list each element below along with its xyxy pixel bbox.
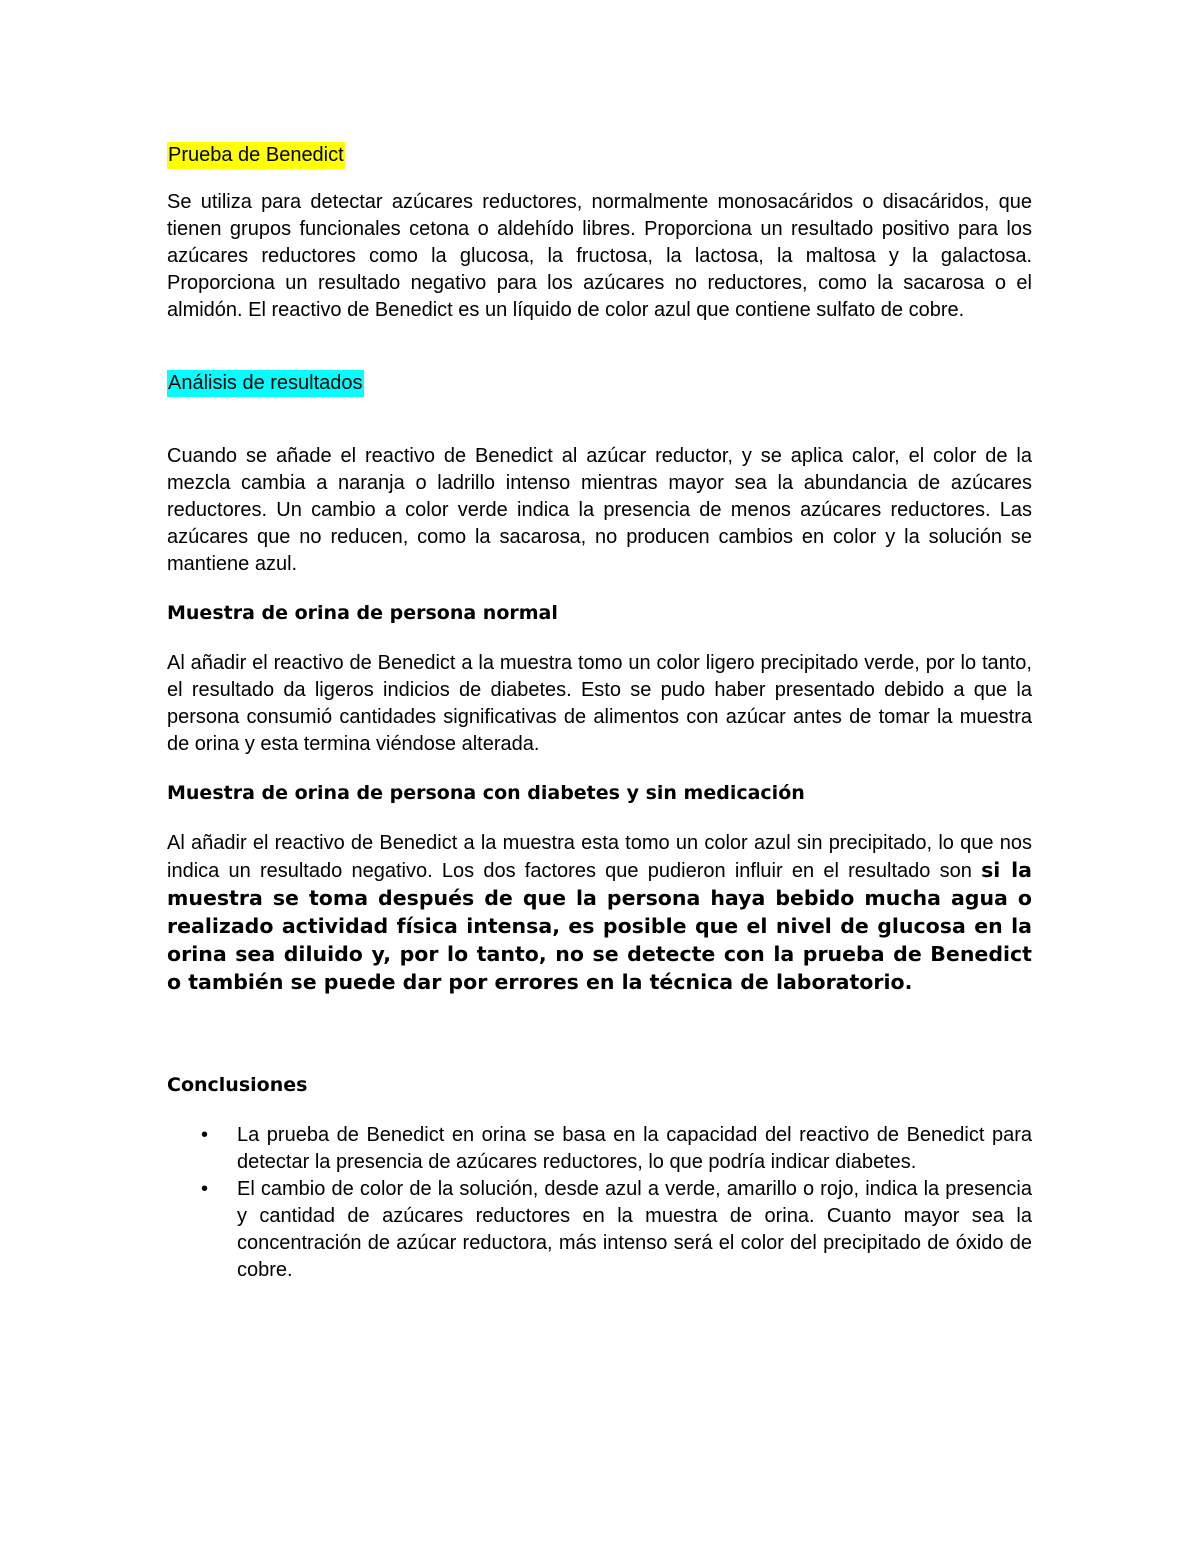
bullet-icon: • — [201, 1178, 209, 1200]
bullet-icon: • — [201, 1124, 209, 1146]
section-title-benedict: Prueba de Benedict — [167, 142, 345, 169]
normal-paragraph: Al añadir el reactivo de Benedict a la muestra tomo un color ligero precipitado verde, por lo tanto, el resultado da ligeros indicios de diabetes. Esto se pudo haber presentado debido a que la persona consumió cantidades significativas de alimentos con azúcar antes de tomar la muestra de orina y esta termina viéndose alterada. — [167, 652, 1032, 755]
list-item — [167, 1122, 1032, 1176]
section-title-analisis: Análisis de resultados — [167, 370, 364, 397]
section-title-normal: Muestra de orina de persona normal — [167, 602, 558, 624]
section-title-diabetes: Muestra de orina de persona con diabetes y sin medicación — [167, 782, 805, 804]
list-item-text: La prueba de Benedict en orina se basa en la capacidad del reactivo de Benedict para detectar la presencia de azúcares reductores, lo que podría indicar diabetes. — [237, 1124, 1032, 1173]
section-title-conclusiones: Conclusiones — [167, 1074, 308, 1096]
benedict-paragraph: Se utiliza para detectar azúcares reductores, normalmente monosacáridos o disacáridos, que tienen grupos funcionales cetona o aldehído libres. Proporciona un resultado positivo para los azúcares reductores como la glucosa, la fructosa, la lactosa, la maltosa y la galactosa. Proporciona un resultado negativo para los azúcares no reductores, como la sacarosa o el almidón. El reactivo de Benedict es un líquido de color azul que contiene sulfato de cobre. — [167, 191, 1032, 321]
analisis-paragraph: Cuando se añade el reactivo de Benedict al azúcar reductor, y se aplica calor, el color de la mezcla cambia a naranja o ladrillo intenso mientras mayor sea la abundancia de azúcares reductores. Un cambio a color verde indica la presencia de menos azúcares reductores. Las azúcares que no reducen, como la sacarosa, no producen cambios en color y la solución se mantiene azul. — [167, 445, 1032, 575]
diabetes-paragraph — [167, 830, 1032, 997]
diabetes-paragraph-plain: Al añadir el reactivo de Benedict a la muestra esta tomo un color azul sin precipitado, lo que nos indica un resultado negativo. Los dos factores que pudieron influir en el resultado son — [167, 832, 1032, 882]
conclusiones-list — [167, 1122, 1032, 1284]
list-item — [167, 1176, 1032, 1284]
diabetes-paragraph-bold: si la muestra se toma después de que la persona haya bebido mucha agua o realizado actividad física intensa, es posible que el nivel de glucosa en la orina sea diluido y, por lo tanto, no se detecte con la prueba de Benedict o también se puede dar por errores en la técnica de laboratorio. — [167, 858, 1032, 994]
document-page — [167, 138, 1032, 1284]
list-item-text: El cambio de color de la solución, desde azul a verde, amarillo o rojo, indica la presencia y cantidad de azúcares reductores en la muestra de orina. Cuanto mayor sea la concentración de azúcar reductora, más intenso será el color del precipitado de óxido de cobre. — [237, 1178, 1032, 1281]
